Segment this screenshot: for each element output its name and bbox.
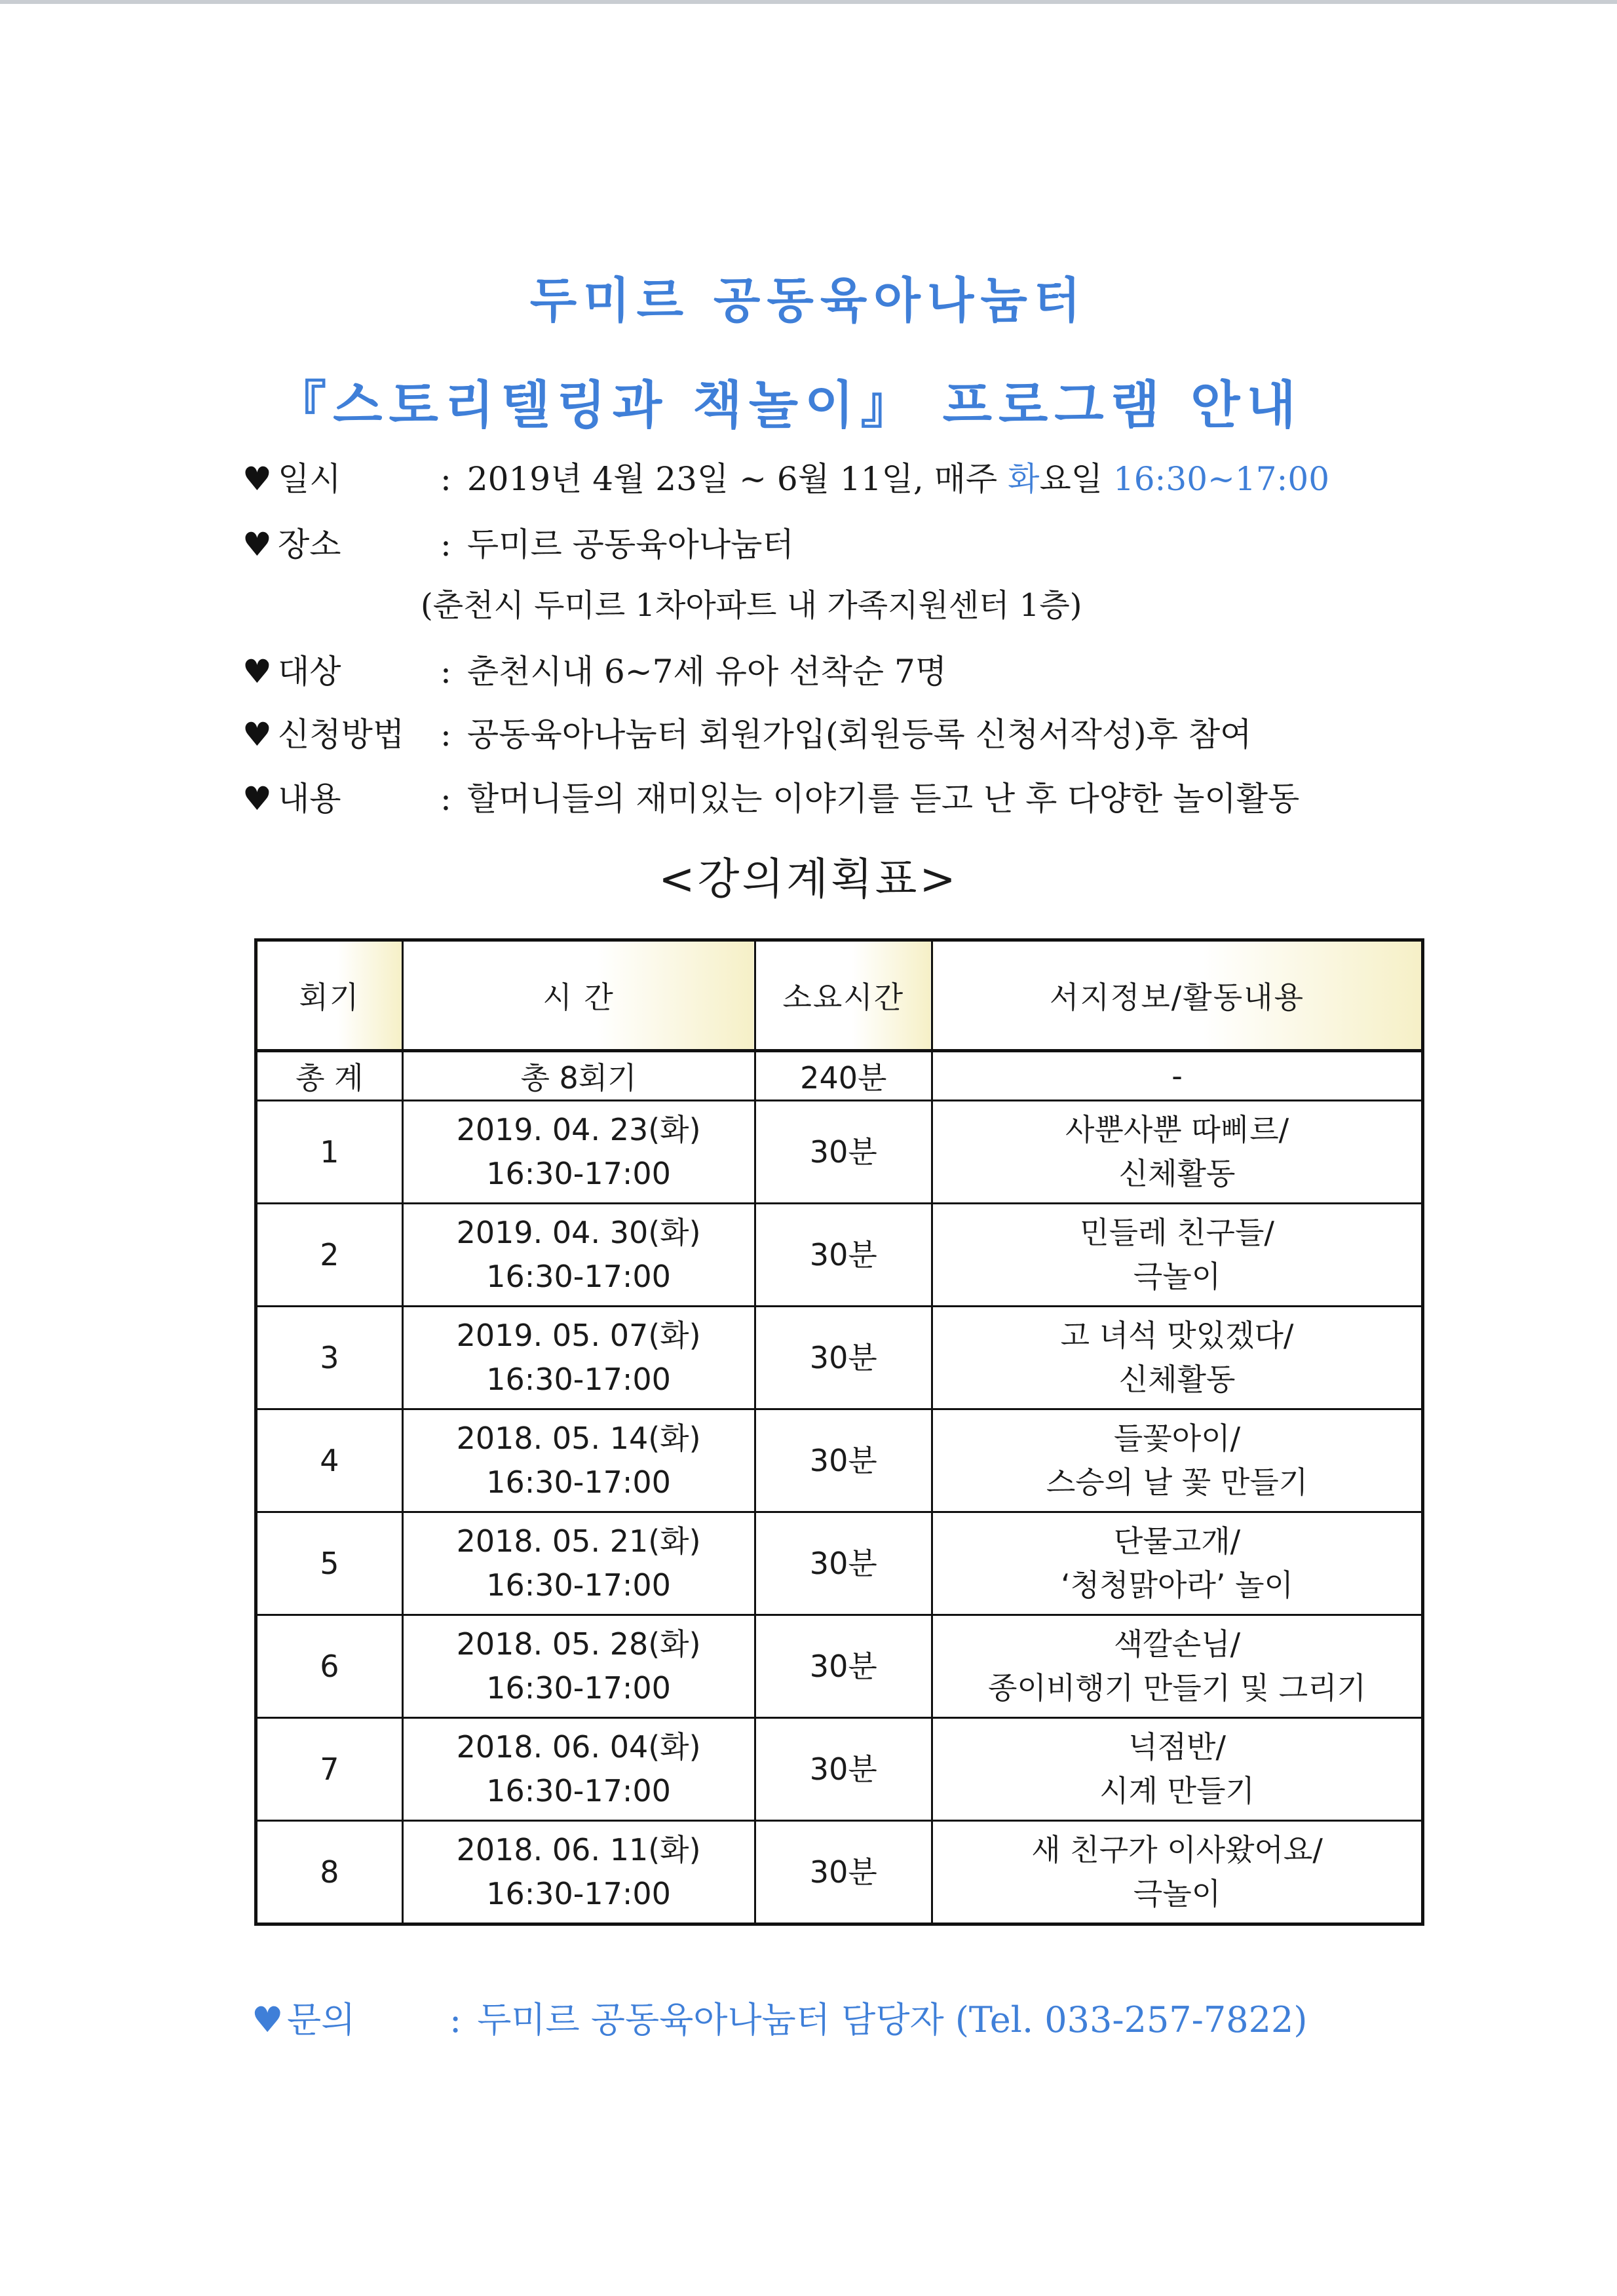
row-book-line: 색깔손님/ bbox=[1113, 1626, 1241, 1662]
row-no: 6 bbox=[256, 1615, 403, 1718]
row-time bbox=[402, 1307, 755, 1409]
info-content-value: 할머니들의 재미있는 이야기를 듣고 난 후 다양한 놀이활동 bbox=[466, 780, 1300, 818]
row-duration: 30분 bbox=[755, 1409, 932, 1512]
row-date-line: 2019. 05. 07(화) bbox=[456, 1318, 701, 1354]
row-activity-line: 신체활동 bbox=[1118, 1156, 1236, 1191]
row-time bbox=[402, 1204, 755, 1307]
row-no: 5 bbox=[256, 1512, 403, 1615]
row-info bbox=[932, 1204, 1423, 1307]
row-book-line: 새 친구가 이사왔어요/ bbox=[1031, 1832, 1323, 1868]
table-row bbox=[256, 1204, 1423, 1307]
info-place-key: 장소 bbox=[278, 526, 341, 564]
row-book-line: 단물고개/ bbox=[1113, 1523, 1241, 1559]
header-time: 시 간 bbox=[402, 940, 755, 1051]
row-no: 2 bbox=[256, 1204, 403, 1307]
row-info bbox=[932, 1101, 1423, 1204]
row-time bbox=[402, 1821, 755, 1924]
contact-key: 문의 bbox=[287, 1999, 356, 2040]
info-place-sub: (춘천시 두미르 1차아파트 내 가족지원센터 1층) bbox=[421, 587, 1082, 624]
row-activity-line: ‘청청맑아라’ 놀이 bbox=[1061, 1567, 1293, 1603]
row-no: 7 bbox=[256, 1718, 403, 1821]
doc-title-line1: 두미르 공동육아나눔터 bbox=[529, 273, 1088, 329]
row-book-line: 넉점반/ bbox=[1128, 1729, 1226, 1765]
heart-icon: ♥ bbox=[242, 780, 272, 818]
info-content-key: 내용 bbox=[278, 780, 341, 818]
row-time bbox=[402, 1409, 755, 1512]
row-book-line: 들꽃아이/ bbox=[1113, 1421, 1241, 1457]
row-info bbox=[932, 1512, 1423, 1615]
row-time-line: 16:30-17:00 bbox=[486, 1773, 671, 1808]
row-activity-line: 극놀이 bbox=[1133, 1259, 1221, 1294]
row-info bbox=[932, 1615, 1423, 1718]
row-time bbox=[402, 1718, 755, 1821]
info-place: ♥ 장소 : 두미르 공동육아나눔터 bbox=[242, 526, 794, 564]
header-info: 서지정보/활동내용 bbox=[932, 940, 1423, 1051]
info-target: ♥ 대상 : 춘천시내 6~7세 유아 선착순 7명 bbox=[242, 653, 947, 691]
row-info bbox=[932, 1307, 1423, 1409]
row-date-line: 2018. 06. 04(화) bbox=[456, 1729, 701, 1765]
info-content: ♥ 내용 : 할머니들의 재미있는 이야기를 듣고 난 후 다양한 놀이활동 bbox=[242, 780, 1300, 818]
contact-info: ♥ 문의 : 두미르 공동육아나눔터 담당자 (Tel. 033-257-7822) bbox=[252, 1992, 1307, 2042]
row-book-line: 고 녀석 맛있겠다/ bbox=[1060, 1318, 1294, 1354]
row-activity-line: 극놀이 bbox=[1133, 1876, 1221, 1911]
table-total-row bbox=[256, 1051, 1423, 1101]
table-row bbox=[256, 1409, 1423, 1512]
heart-icon: ♥ bbox=[242, 716, 272, 754]
contact-value: 두미르 공동육아나눔터 담당자 (Tel. 033-257-7822) bbox=[477, 1999, 1308, 2040]
row-time-line: 16:30-17:00 bbox=[486, 1876, 671, 1911]
table-row bbox=[256, 1512, 1423, 1615]
row-activity-line: 시계 만들기 bbox=[1099, 1773, 1255, 1808]
row-book-line: 민들레 친구들/ bbox=[1080, 1215, 1274, 1251]
heart-icon: ♥ bbox=[242, 653, 272, 691]
row-date-line: 2018. 05. 21(화) bbox=[456, 1523, 701, 1559]
total-duration: 240분 bbox=[755, 1051, 932, 1101]
heart-icon: ♥ bbox=[242, 460, 272, 498]
info-method: ♥ 신청방법 : 공동육아나눔터 회원가입(회원등록 신청서작성)후 참여 bbox=[242, 716, 1252, 754]
info-target-key: 대상 bbox=[278, 653, 341, 691]
total-label: 총 계 bbox=[256, 1051, 403, 1101]
row-duration: 30분 bbox=[755, 1101, 932, 1204]
row-activity-line: 종이비행기 만들기 및 그리기 bbox=[987, 1670, 1367, 1706]
row-activity-line: 스승의 날 꽃 만들기 bbox=[1046, 1464, 1308, 1500]
row-info bbox=[932, 1821, 1423, 1924]
heart-icon: ♥ bbox=[252, 1999, 284, 2040]
header-no: 회기 bbox=[256, 940, 403, 1051]
row-duration: 30분 bbox=[755, 1718, 932, 1821]
table-row bbox=[256, 1615, 1423, 1718]
row-time bbox=[402, 1512, 755, 1615]
row-no: 3 bbox=[256, 1307, 403, 1409]
info-date: ♥ 일시 : 2019년 4월 23일 ~ 6월 11일, 매주 화요일 16:30~17:00 bbox=[242, 460, 1330, 498]
row-info bbox=[932, 1718, 1423, 1821]
row-time bbox=[402, 1101, 755, 1204]
row-no: 1 bbox=[256, 1101, 403, 1204]
row-duration: 30분 bbox=[755, 1204, 932, 1307]
info-target-value: 춘천시내 6~7세 유아 선착순 7명 bbox=[466, 653, 947, 691]
table-row bbox=[256, 1718, 1423, 1821]
table-header-row bbox=[256, 940, 1423, 1051]
info-method-value: 공동육아나눔터 회원가입(회원등록 신청서작성)후 참여 bbox=[466, 716, 1252, 754]
row-time-line: 16:30-17:00 bbox=[486, 1670, 671, 1706]
row-time-line: 16:30-17:00 bbox=[486, 1464, 671, 1500]
info-date-day: 화 bbox=[1008, 460, 1040, 498]
total-sessions: 총 8회기 bbox=[402, 1051, 755, 1101]
info-place-value: 두미르 공동육아나눔터 bbox=[466, 526, 794, 564]
doc-title-line2: 『스토리텔링과 책놀이』 프로그램 안내 bbox=[275, 376, 1303, 435]
row-time-line: 16:30-17:00 bbox=[486, 1567, 671, 1603]
row-duration: 30분 bbox=[755, 1512, 932, 1615]
row-info bbox=[932, 1409, 1423, 1512]
table-row bbox=[256, 1101, 1423, 1204]
row-time bbox=[402, 1615, 755, 1718]
info-method-key: 신청방법 bbox=[278, 716, 405, 754]
schedule-table bbox=[254, 938, 1424, 1926]
heart-icon: ♥ bbox=[242, 526, 272, 564]
row-duration: 30분 bbox=[755, 1615, 932, 1718]
info-date-value: 2019년 4월 23일 ~ 6월 11일, 매주 화요일 16:30~17:00 bbox=[466, 460, 1330, 498]
info-date-time: 16:30~17:00 bbox=[1113, 460, 1330, 498]
table-row bbox=[256, 1307, 1423, 1409]
row-time-line: 16:30-17:00 bbox=[486, 1259, 671, 1294]
row-duration: 30분 bbox=[755, 1821, 932, 1924]
row-no: 8 bbox=[256, 1821, 403, 1924]
plan-title: <강의계획표> bbox=[658, 854, 959, 904]
table-row bbox=[256, 1821, 1423, 1924]
info-date-key: 일시 bbox=[278, 460, 341, 498]
row-activity-line: 신체활동 bbox=[1118, 1362, 1236, 1397]
row-time-line: 16:30-17:00 bbox=[486, 1362, 671, 1397]
row-date-line: 2018. 05. 28(화) bbox=[456, 1626, 701, 1662]
row-date-line: 2018. 06. 11(화) bbox=[456, 1832, 701, 1868]
row-date-line: 2019. 04. 23(화) bbox=[456, 1112, 701, 1148]
row-date-line: 2018. 05. 14(화) bbox=[456, 1421, 701, 1457]
row-book-line: 사뿐사뿐 따삐르/ bbox=[1065, 1112, 1289, 1148]
header-duration: 소요시간 bbox=[755, 940, 932, 1051]
row-no: 4 bbox=[256, 1409, 403, 1512]
scan-top-edge bbox=[0, 0, 1617, 4]
row-duration: 30분 bbox=[755, 1307, 932, 1409]
row-date-line: 2019. 04. 30(화) bbox=[456, 1215, 701, 1251]
row-time-line: 16:30-17:00 bbox=[486, 1156, 671, 1191]
total-info: - bbox=[932, 1051, 1423, 1101]
